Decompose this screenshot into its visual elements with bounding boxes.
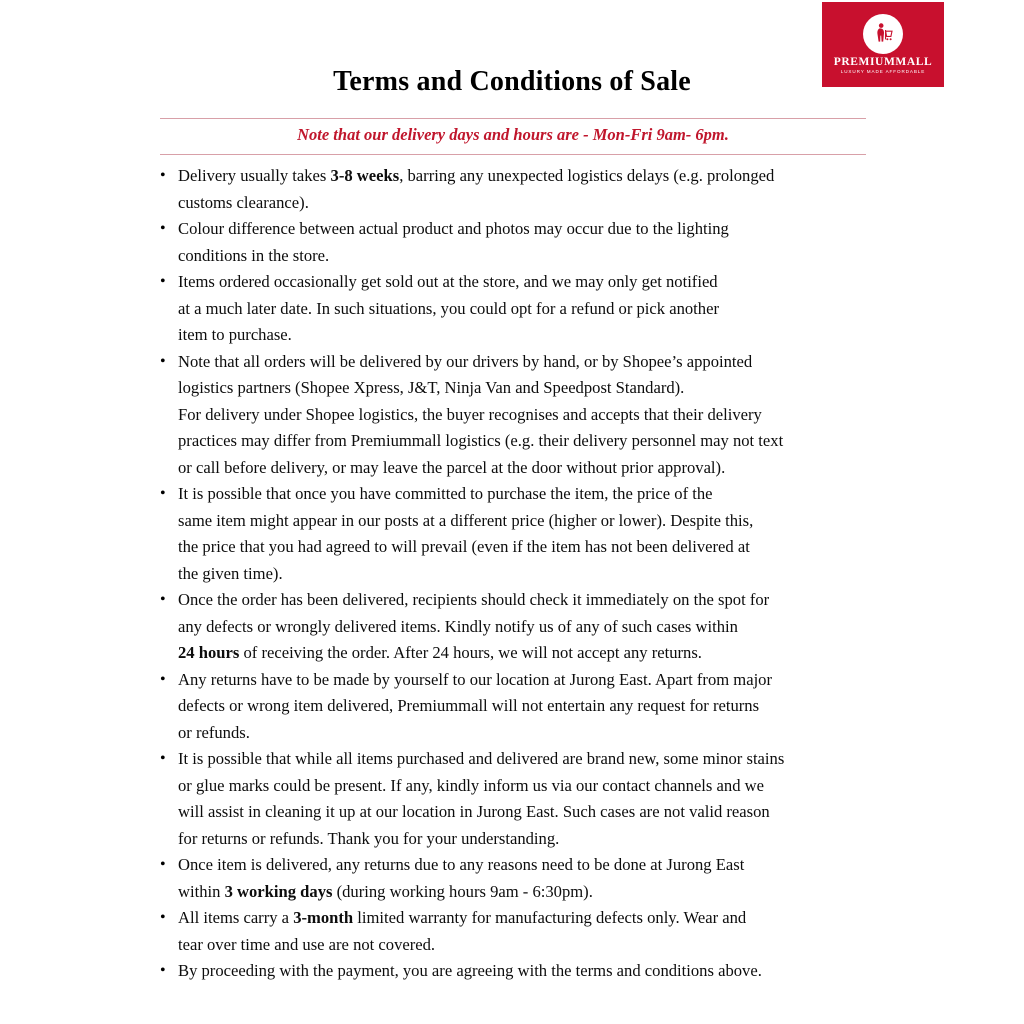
- list-item-line: defects or wrong item delivered, Premiummall will not entertain any request for returns: [178, 696, 760, 715]
- list-item: [150, 163, 890, 216]
- list-item-line: logistics partners (Shopee Xpress, J&T, Ninja Van and Speedpost Standard).: [178, 378, 685, 397]
- bullet-icon: •: [160, 352, 166, 370]
- list-item-line: or refunds.: [178, 722, 250, 742]
- bullet-icon: •: [160, 670, 166, 688]
- divider-top: [160, 118, 866, 119]
- bullet-icon: •: [160, 167, 166, 184]
- list-item-line: tear over time and use are not covered.: [178, 934, 436, 954]
- list-item: [150, 481, 890, 587]
- list-item: [150, 852, 890, 905]
- list-item-text: [178, 216, 890, 269]
- list-item-line: or glue marks could be present. If any, kindly inform us via our contact channels and we: [178, 775, 764, 795]
- logo-brand-name: PREMIUMMALL: [833, 55, 933, 68]
- list-item-text: [178, 587, 890, 667]
- list-item-text: [178, 481, 890, 587]
- bullet-icon: •: [160, 591, 166, 608]
- list-item-line: for returns or refunds. Thank you for your understanding.: [178, 828, 560, 848]
- list-item: [150, 746, 890, 852]
- terms-list: [150, 163, 890, 985]
- list-item-text: [178, 269, 890, 349]
- list-item-line: All items carry a 3-month limited warranty for manufacturing defects only. Wear and: [178, 908, 747, 927]
- list-item-line: the given time).: [178, 563, 283, 583]
- list-item-line: Once the order has been delivered, recipients should check it immediately on the spot for: [178, 590, 770, 609]
- bullet-icon: •: [160, 220, 166, 237]
- list-item: [150, 958, 890, 985]
- list-item-line: For delivery under Shopee logistics, the buyer recognises and accepts that their delivery: [178, 404, 762, 424]
- list-item-text: [178, 746, 890, 852]
- list-item-text: [178, 958, 890, 985]
- list-item-line: will assist in cleaning it up at our location in Jurong East. Such cases are not valid reason: [178, 802, 770, 821]
- list-item: [150, 667, 890, 747]
- list-item: [150, 905, 890, 958]
- list-item-line: at a much later date. In such situations, you could opt for a refund or pick another: [178, 298, 719, 318]
- list-item-line: item to purchase.: [178, 325, 292, 344]
- list-item-line: within 3 working days (during working hours 9am - 6:30pm).: [178, 881, 593, 901]
- list-item-line: It is possible that while all items purchased and delivered are brand new, some minor stains: [178, 749, 785, 768]
- list-item-line: same item might appear in our posts at a different price (higher or lower). Despite this,: [178, 510, 754, 530]
- list-item-line: Items ordered occasionally get sold out at the store, and we may only get notified: [178, 272, 718, 291]
- list-item-line: By proceeding with the payment, you are agreeing with the terms and conditions above.: [178, 961, 762, 980]
- list-item-line: conditions in the store.: [178, 245, 330, 265]
- list-item-line: Any returns have to be made by yourself to our location at Jurong East. Apart from major: [178, 669, 772, 689]
- list-item-text: [178, 163, 890, 216]
- delivery-hours-notice: Note that our delivery days and hours are - Mon-Fri 9am- 6pm.: [297, 125, 729, 144]
- list-item-line: It is possible that once you have committed to purchase the item, the price of the: [178, 484, 713, 503]
- list-item-line: or call before delivery, or may leave the parcel at the door without prior approval).: [178, 457, 726, 477]
- list-item-line: any defects or wrongly delivered items. Kindly notify us of any of such cases within: [178, 616, 738, 636]
- list-item: [150, 587, 890, 667]
- list-item-text: [178, 667, 890, 747]
- list-item-line: customs clearance).: [178, 192, 309, 212]
- bullet-icon: •: [160, 962, 166, 979]
- list-item: [150, 269, 890, 349]
- bullet-icon: •: [160, 909, 166, 926]
- logo-tagline: LUXURY MADE AFFORDABLE: [840, 69, 926, 75]
- bullet-icon: •: [160, 750, 166, 767]
- page-title: Terms and Conditions of Sale: [333, 66, 691, 97]
- list-item-line: practices may differ from Premiummall logistics (e.g. their delivery personnel may not text: [178, 431, 784, 450]
- list-item-line: the price that you had agreed to will prevail (even if the item has not been delivered at: [178, 537, 750, 556]
- list-item: [150, 349, 890, 482]
- bullet-icon: •: [160, 856, 166, 873]
- bullet-icon: •: [160, 485, 166, 502]
- bullet-icon: •: [160, 273, 166, 290]
- list-item-line: 24 hours of receiving the order. After 24 hours, we will not accept any returns.: [178, 643, 702, 662]
- list-item: [150, 216, 890, 269]
- list-item-line: Once item is delivered, any returns due to any reasons need to be done at Jurong East: [178, 855, 745, 874]
- list-item-line: Note that all orders will be delivered by our drivers by hand, or by Shopee’s appointed: [178, 351, 753, 371]
- list-item-text: [178, 905, 890, 958]
- list-item-text: [178, 852, 890, 905]
- list-item-line: Delivery usually takes 3-8 weeks, barring any unexpected logistics delays (e.g. prolonged: [178, 166, 775, 185]
- woman-with-shopping-cart-icon: [863, 14, 903, 54]
- divider-bottom: [160, 154, 866, 155]
- list-item-line: Colour difference between actual product and photos may occur due to the lighting: [178, 219, 729, 238]
- list-item-text: [178, 349, 890, 482]
